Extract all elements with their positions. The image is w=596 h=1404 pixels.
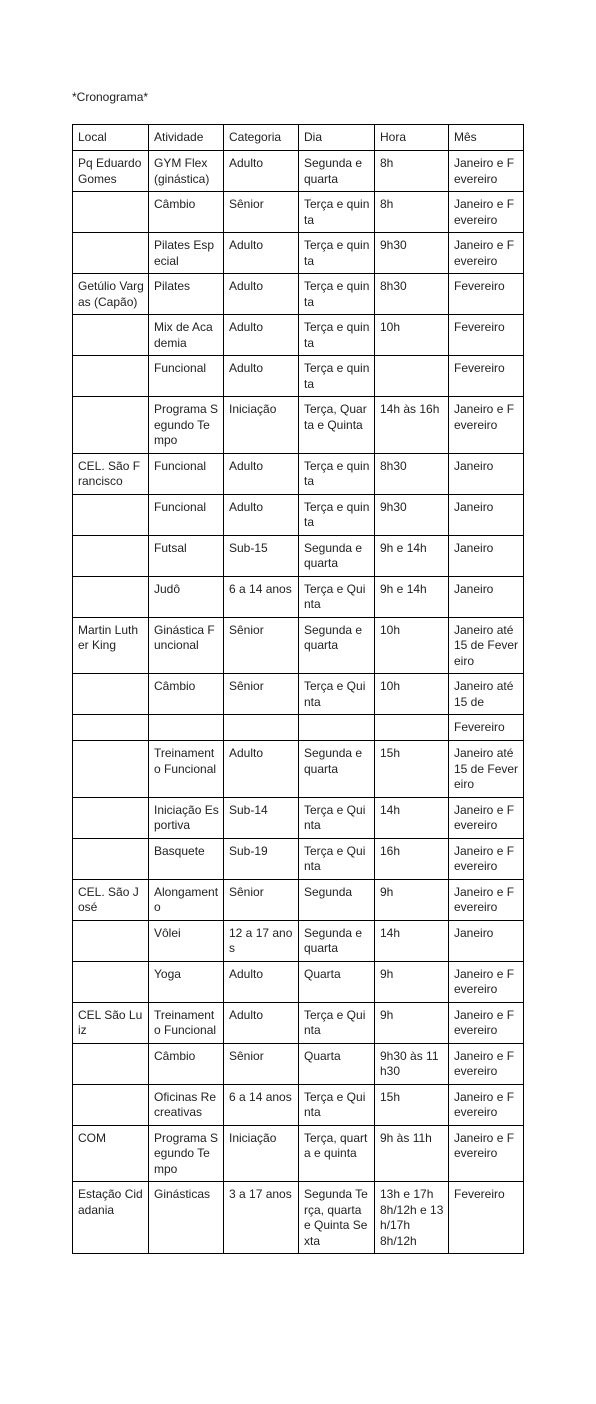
cell-atividade: Futsal bbox=[149, 535, 224, 576]
cell-dia: Terça e Quinta bbox=[299, 1084, 375, 1125]
cell-local: Getúlio Vargas (Capão) bbox=[73, 274, 149, 315]
schedule-table bbox=[72, 124, 524, 1254]
table-row bbox=[73, 192, 524, 233]
cell-hora: 9h30 às 11h30 bbox=[375, 1043, 449, 1084]
cell-atividade: Mix de Academia bbox=[149, 315, 224, 356]
cell-categoria: Adulto bbox=[224, 961, 299, 1002]
cell-hora: 10h bbox=[375, 617, 449, 674]
cell-categoria: 6 a 14 anos bbox=[224, 1084, 299, 1125]
cell-dia: Segunda e quarta bbox=[299, 920, 375, 961]
cell-hora: 9h e 14h bbox=[375, 535, 449, 576]
table-row bbox=[73, 879, 524, 920]
cell-hora: 8h bbox=[375, 192, 449, 233]
table-row bbox=[73, 674, 524, 715]
cell-mes: Janeiro até 15 de bbox=[449, 674, 524, 715]
cell-mes: Janeiro e Fevereiro bbox=[449, 397, 524, 454]
cell-categoria: Adulto bbox=[224, 356, 299, 397]
cell-categoria: 12 a 17 anos bbox=[224, 920, 299, 961]
cell-local bbox=[73, 838, 149, 879]
cell-categoria: Adulto bbox=[224, 233, 299, 274]
cell-atividade: Pilates Especial bbox=[149, 233, 224, 274]
cell-mes: Fevereiro bbox=[449, 315, 524, 356]
table-header-row bbox=[73, 125, 524, 151]
cell-atividade: Treinamento Funcional bbox=[149, 1002, 224, 1043]
cell-local: Martin Luther King bbox=[73, 617, 149, 674]
cell-local: CEL. São Francisco bbox=[73, 453, 149, 494]
cell-local: Estação Cidadania bbox=[73, 1182, 149, 1254]
table-row bbox=[73, 1002, 524, 1043]
cell-dia: Terça, quarta e quinta bbox=[299, 1125, 375, 1182]
cell-local bbox=[73, 397, 149, 454]
cell-local: Pq Eduardo Gomes bbox=[73, 151, 149, 192]
cell-hora: 9h30 bbox=[375, 233, 449, 274]
table-row bbox=[73, 920, 524, 961]
table-row bbox=[73, 576, 524, 617]
cell-atividade: Câmbio bbox=[149, 192, 224, 233]
cell-categoria: Sênior bbox=[224, 674, 299, 715]
header-mes: Mês bbox=[449, 125, 524, 151]
cell-local bbox=[73, 233, 149, 274]
table-row bbox=[73, 233, 524, 274]
cell-mes: Fevereiro bbox=[449, 715, 524, 741]
table-row bbox=[73, 961, 524, 1002]
cell-mes: Janeiro e Fevereiro bbox=[449, 838, 524, 879]
cell-mes: Janeiro bbox=[449, 535, 524, 576]
table-row bbox=[73, 715, 524, 741]
cell-local bbox=[73, 741, 149, 798]
cell-atividade: Funcional bbox=[149, 356, 224, 397]
cell-mes: Janeiro e Fevereiro bbox=[449, 1002, 524, 1043]
cell-atividade: Alongamento bbox=[149, 879, 224, 920]
cell-atividade: Câmbio bbox=[149, 674, 224, 715]
cell-mes: Janeiro até 15 de Fevereiro bbox=[449, 617, 524, 674]
cell-mes: Janeiro e Fevereiro bbox=[449, 233, 524, 274]
cell-local: CEL São Luiz bbox=[73, 1002, 149, 1043]
cell-mes: Janeiro bbox=[449, 453, 524, 494]
cell-atividade: Ginástica Funcional bbox=[149, 617, 224, 674]
cell-categoria: Adulto bbox=[224, 741, 299, 798]
cell-categoria: Adulto bbox=[224, 1002, 299, 1043]
cell-mes: Janeiro e Fevereiro bbox=[449, 961, 524, 1002]
cell-categoria: Sub-14 bbox=[224, 797, 299, 838]
header-categoria: Categoria bbox=[224, 125, 299, 151]
cell-local bbox=[73, 961, 149, 1002]
cell-dia: Terça e quinta bbox=[299, 356, 375, 397]
cell-dia: Terça e Quinta bbox=[299, 576, 375, 617]
table-row bbox=[73, 494, 524, 535]
cell-categoria: 6 a 14 anos bbox=[224, 576, 299, 617]
cell-dia: Terça e quinta bbox=[299, 453, 375, 494]
cell-mes: Fevereiro bbox=[449, 274, 524, 315]
cell-dia: Terça e Quinta bbox=[299, 674, 375, 715]
cell-mes: Janeiro até 15 de Fevereiro bbox=[449, 741, 524, 798]
cell-dia: Terça e quinta bbox=[299, 274, 375, 315]
cell-hora: 8h30 bbox=[375, 453, 449, 494]
cell-local bbox=[73, 920, 149, 961]
cell-hora: 9h30 bbox=[375, 494, 449, 535]
table-row bbox=[73, 535, 524, 576]
cell-dia: Terça e quinta bbox=[299, 315, 375, 356]
cell-local bbox=[73, 494, 149, 535]
page-title: *Cronograma* bbox=[72, 90, 149, 104]
cell-dia: Segunda e quarta bbox=[299, 741, 375, 798]
cell-categoria: Sênior bbox=[224, 192, 299, 233]
table-row bbox=[73, 741, 524, 798]
cell-atividade: Treinamento Funcional bbox=[149, 741, 224, 798]
cell-hora: 8h30 bbox=[375, 274, 449, 315]
cell-mes: Janeiro e Fevereiro bbox=[449, 1125, 524, 1182]
cell-hora: 14h bbox=[375, 797, 449, 838]
cell-hora: 9h às 11h bbox=[375, 1125, 449, 1182]
cell-mes: Janeiro e Fevereiro bbox=[449, 192, 524, 233]
cell-hora: 9h bbox=[375, 879, 449, 920]
cell-categoria: Adulto bbox=[224, 274, 299, 315]
cell-atividade: Oficinas Recreativas bbox=[149, 1084, 224, 1125]
cell-atividade: Funcional bbox=[149, 453, 224, 494]
cell-mes: Janeiro e Fevereiro bbox=[449, 1043, 524, 1084]
cell-atividade: Ginásticas bbox=[149, 1182, 224, 1254]
cell-mes: Janeiro bbox=[449, 920, 524, 961]
table-row bbox=[73, 1125, 524, 1182]
cell-local bbox=[73, 535, 149, 576]
cell-atividade: Basquete bbox=[149, 838, 224, 879]
cell-mes: Janeiro e Fevereiro bbox=[449, 797, 524, 838]
table-row bbox=[73, 1043, 524, 1084]
cell-dia: Terça e quinta bbox=[299, 233, 375, 274]
cell-categoria bbox=[224, 715, 299, 741]
cell-categoria: Sub-15 bbox=[224, 535, 299, 576]
cell-hora: 14h bbox=[375, 920, 449, 961]
cell-mes: Janeiro e Fevereiro bbox=[449, 151, 524, 192]
cell-dia: Terça e quinta bbox=[299, 494, 375, 535]
cell-mes: Janeiro e Fevereiro bbox=[449, 879, 524, 920]
table-row bbox=[73, 151, 524, 192]
cell-dia: Segunda e quarta bbox=[299, 151, 375, 192]
table-row bbox=[73, 397, 524, 454]
table-row bbox=[73, 617, 524, 674]
cell-atividade: Câmbio bbox=[149, 1043, 224, 1084]
cell-categoria: Adulto bbox=[224, 453, 299, 494]
cell-atividade: Iniciação Esportiva bbox=[149, 797, 224, 838]
cell-dia: Terça e quinta bbox=[299, 192, 375, 233]
table-row bbox=[73, 315, 524, 356]
table-row bbox=[73, 274, 524, 315]
table-body bbox=[73, 151, 524, 1254]
header-local: Local bbox=[73, 125, 149, 151]
cell-dia: Segunda Terça, quarta e Quinta Sexta bbox=[299, 1182, 375, 1254]
cell-categoria: Iniciação bbox=[224, 1125, 299, 1182]
cell-hora: 9h bbox=[375, 1002, 449, 1043]
cell-categoria: Sênior bbox=[224, 879, 299, 920]
cell-dia: Segunda e quarta bbox=[299, 617, 375, 674]
cell-hora: 10h bbox=[375, 315, 449, 356]
table-row bbox=[73, 453, 524, 494]
cell-hora: 15h bbox=[375, 1084, 449, 1125]
cell-mes: Janeiro e Fevereiro bbox=[449, 1084, 524, 1125]
cell-mes: Janeiro bbox=[449, 494, 524, 535]
cell-categoria: Iniciação bbox=[224, 397, 299, 454]
cell-hora: 10h bbox=[375, 674, 449, 715]
cell-local bbox=[73, 356, 149, 397]
cell-dia: Terça e Quinta bbox=[299, 1002, 375, 1043]
cell-atividade bbox=[149, 715, 224, 741]
table-header bbox=[73, 125, 524, 151]
table-row bbox=[73, 838, 524, 879]
cell-dia: Terça, Quarta e Quinta bbox=[299, 397, 375, 454]
cell-atividade: Judô bbox=[149, 576, 224, 617]
cell-categoria: Sênior bbox=[224, 617, 299, 674]
cell-local bbox=[73, 715, 149, 741]
cell-atividade: Programa Segundo Tempo bbox=[149, 1125, 224, 1182]
cell-hora: 9h bbox=[375, 961, 449, 1002]
cell-atividade: Funcional bbox=[149, 494, 224, 535]
cell-local bbox=[73, 192, 149, 233]
cell-atividade: Pilates bbox=[149, 274, 224, 315]
cell-local: COM bbox=[73, 1125, 149, 1182]
table-row bbox=[73, 356, 524, 397]
cell-local bbox=[73, 797, 149, 838]
cell-mes: Fevereiro bbox=[449, 1182, 524, 1254]
cell-local bbox=[73, 315, 149, 356]
cell-categoria: Sub-19 bbox=[224, 838, 299, 879]
cell-dia: Quarta bbox=[299, 1043, 375, 1084]
cell-local bbox=[73, 576, 149, 617]
header-dia: Dia bbox=[299, 125, 375, 151]
cell-dia bbox=[299, 715, 375, 741]
cell-categoria: Adulto bbox=[224, 494, 299, 535]
cell-categoria: Adulto bbox=[224, 315, 299, 356]
cell-dia: Segunda bbox=[299, 879, 375, 920]
cell-categoria: Sênior bbox=[224, 1043, 299, 1084]
cell-local: CEL. São José bbox=[73, 879, 149, 920]
cell-hora: 15h bbox=[375, 741, 449, 798]
table-row bbox=[73, 1182, 524, 1254]
cell-dia: Terça e Quinta bbox=[299, 797, 375, 838]
cell-local bbox=[73, 1084, 149, 1125]
cell-hora: 8h bbox=[375, 151, 449, 192]
cell-hora: 9h e 14h bbox=[375, 576, 449, 617]
cell-categoria: Adulto bbox=[224, 151, 299, 192]
table-row bbox=[73, 797, 524, 838]
header-hora: Hora bbox=[375, 125, 449, 151]
cell-atividade: Yoga bbox=[149, 961, 224, 1002]
cell-dia: Quarta bbox=[299, 961, 375, 1002]
cell-categoria: 3 a 17 anos bbox=[224, 1182, 299, 1254]
cell-mes: Fevereiro bbox=[449, 356, 524, 397]
cell-atividade: GYM Flex (ginástica) bbox=[149, 151, 224, 192]
table-row bbox=[73, 1084, 524, 1125]
cell-hora: 16h bbox=[375, 838, 449, 879]
cell-dia: Terça e Quinta bbox=[299, 838, 375, 879]
cell-atividade: Vôlei bbox=[149, 920, 224, 961]
cell-atividade: Programa Segundo Tempo bbox=[149, 397, 224, 454]
cell-mes: Janeiro bbox=[449, 576, 524, 617]
cell-local bbox=[73, 1043, 149, 1084]
cell-hora bbox=[375, 356, 449, 397]
header-atividade: Atividade bbox=[149, 125, 224, 151]
cell-local bbox=[73, 674, 149, 715]
cell-hora: 14h às 16h bbox=[375, 397, 449, 454]
cell-dia: Segunda e quarta bbox=[299, 535, 375, 576]
cell-hora bbox=[375, 715, 449, 741]
cell-hora: 13h e 17h 8h/12h e 13h/17h 8h/12h bbox=[375, 1182, 449, 1254]
